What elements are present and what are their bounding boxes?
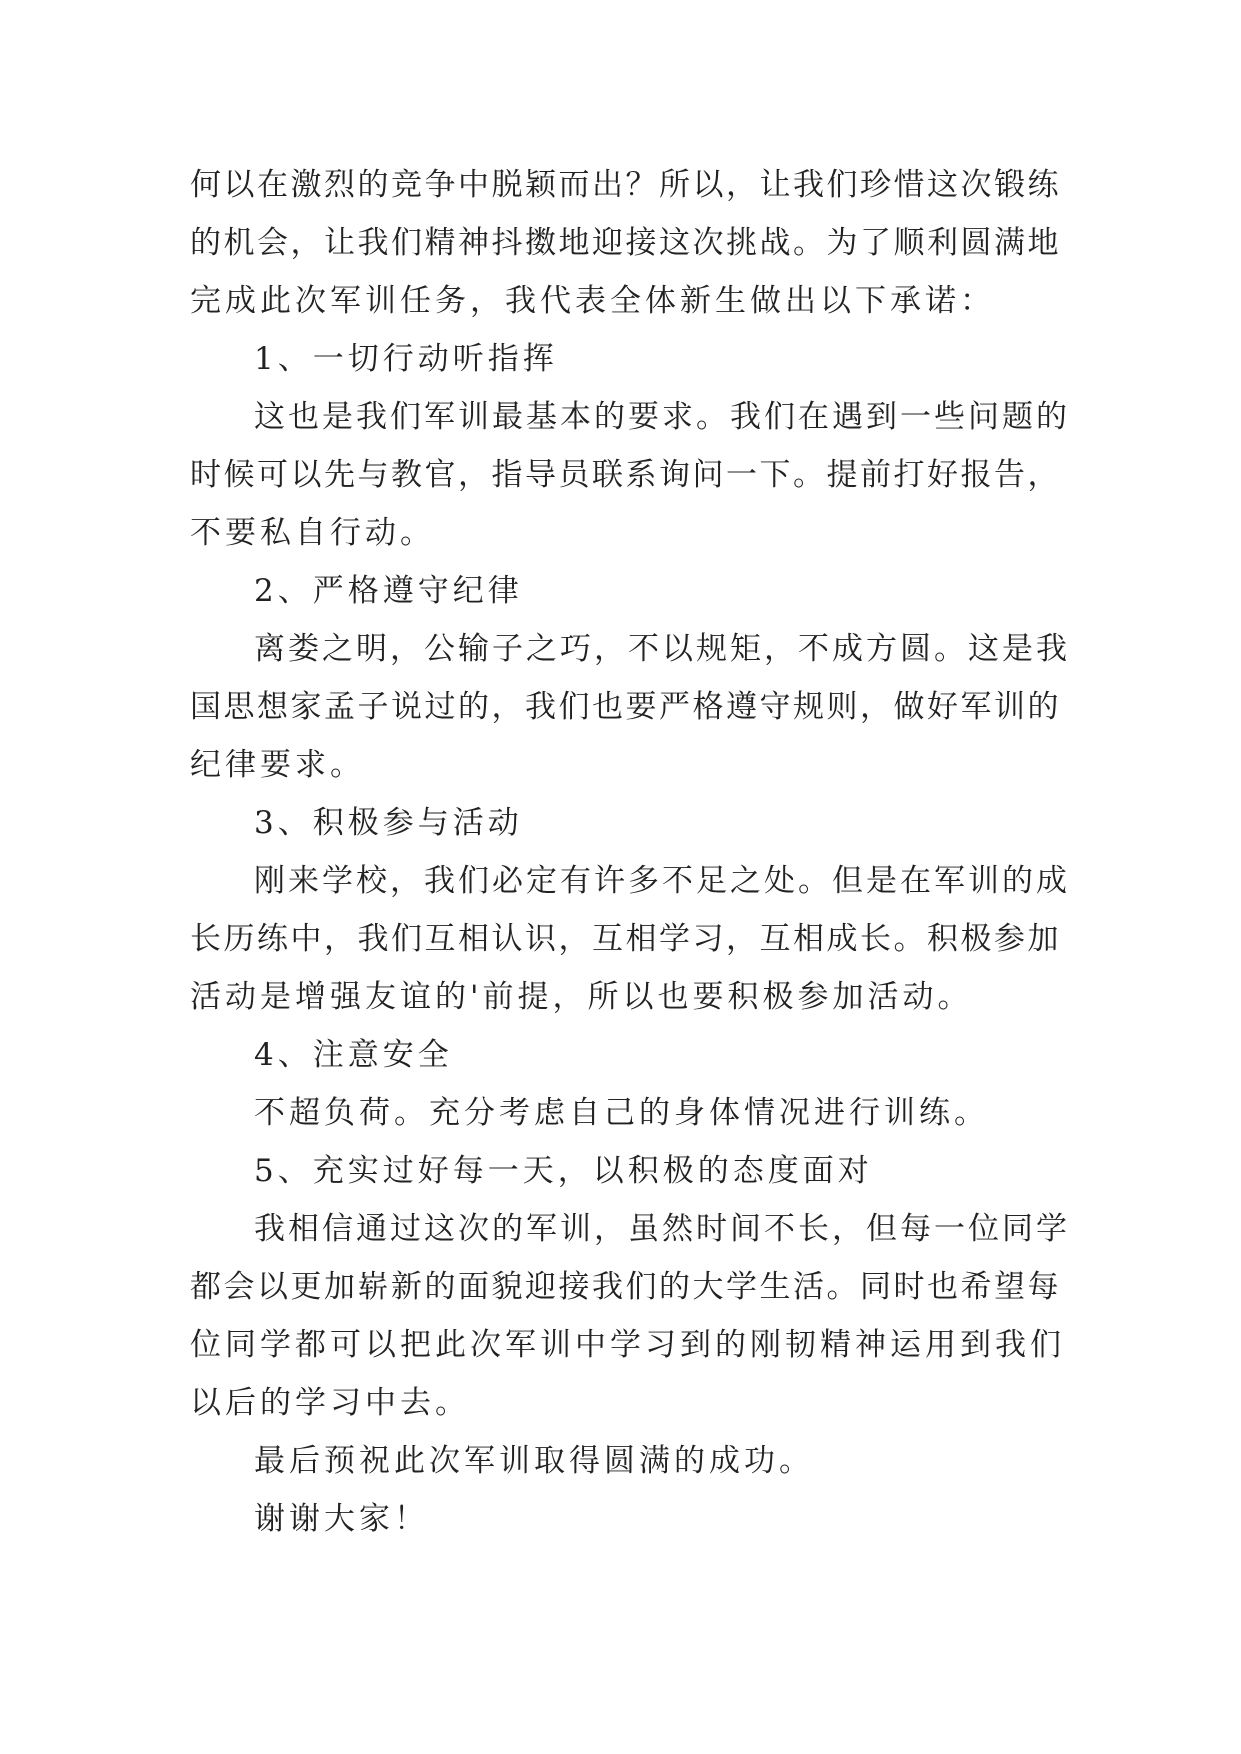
- text-line: 国思想家孟子说过的，我们也要严格遵守规则，做好军训的: [190, 689, 1061, 725]
- text-line: 这也是我们军训最基本的要求。我们在遇到一些问题的: [254, 399, 1070, 435]
- text-line: 位同学都可以把此次军训中学习到的刚韧精神运用到我们: [190, 1327, 1065, 1363]
- list-heading-2: 2、严格遵守纪律: [254, 573, 523, 609]
- closing-thanks: 谢谢大家！: [254, 1501, 429, 1537]
- text-line: 以后的学习中去。: [190, 1385, 470, 1421]
- list-heading-3: 3、积极参与活动: [254, 805, 523, 841]
- text-line: 活动是增强友谊的'前提，所以也要积极参加活动。: [190, 979, 973, 1015]
- text-line: 不超负荷。充分考虑自己的身体情况进行训练。: [254, 1095, 989, 1131]
- closing-wish: 最后预祝此次军训取得圆满的成功。: [254, 1443, 814, 1479]
- text-line: 都会以更加崭新的面貌迎接我们的大学生活。同时也希望每: [190, 1269, 1061, 1305]
- text-line: 不要私自行动。: [190, 515, 435, 551]
- text-line: 长历练中，我们互相认识，互相学习，互相成长。积极参加: [190, 921, 1061, 957]
- text-line: 离娄之明，公输子之巧，不以规矩，不成方圆。这是我: [254, 631, 1070, 667]
- text-line: 时候可以先与教官，指导员联系询问一下。提前打好报告，: [190, 457, 1061, 493]
- text-line: 我相信通过这次的军训，虽然时间不长，但每一位同学: [254, 1211, 1070, 1247]
- body-text: [190, 156, 1070, 1548]
- list-heading-4: 4、注意安全: [254, 1037, 453, 1073]
- text-line: 的机会，让我们精神抖擞地迎接这次挑战。为了顺利圆满地: [190, 225, 1061, 261]
- text-line: 刚来学校，我们必定有许多不足之处。但是在军训的成: [254, 863, 1070, 899]
- list-heading-5: 5、充实过好每一天，以积极的态度面对: [254, 1153, 873, 1189]
- text-line: 纪律要求。: [190, 747, 365, 783]
- text-line: 何以在激烈的竞争中脱颖而出？所以，让我们珍惜这次锻练: [190, 167, 1061, 203]
- text-line: 完成此次军训任务，我代表全体新生做出以下承诺：: [190, 283, 995, 319]
- list-heading-1: 1、一切行动听指挥: [254, 341, 558, 377]
